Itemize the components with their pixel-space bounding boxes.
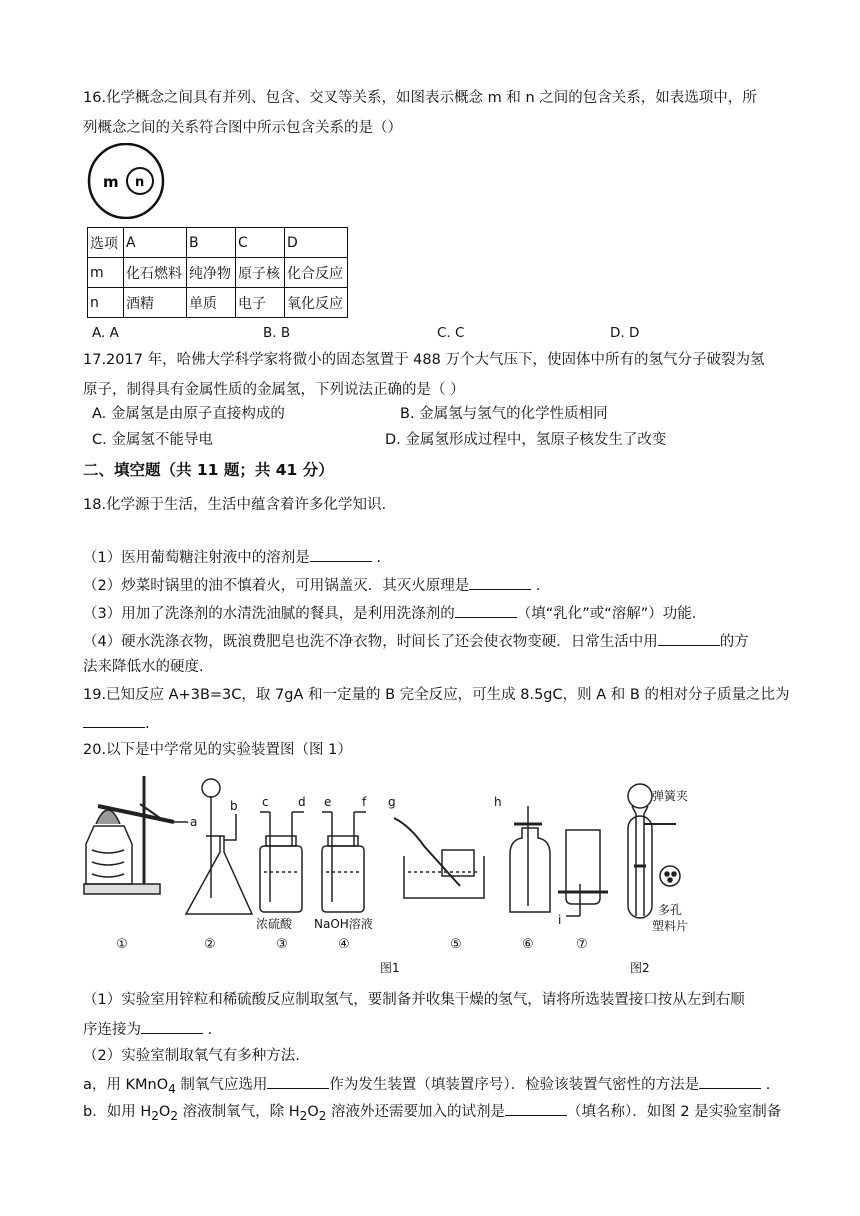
q18-part3-text: （3）用加了洗涤剂的水清洗油腻的餐具，是利用洗涤剂的: [83, 606, 455, 622]
options-table: [87, 227, 348, 318]
table-cell: D: [285, 228, 348, 258]
q20-b-text5: 溶液外还需要加入的试剂是: [326, 1104, 506, 1120]
table-cell: 选项: [88, 228, 124, 258]
port-label: c: [262, 795, 269, 809]
port-label: d: [298, 795, 306, 809]
table-cell: 酒精: [124, 288, 187, 318]
q18-part1: [83, 546, 381, 568]
label-naoh-solution: NaOH溶液: [314, 917, 373, 931]
q18-part4-cont: 法来降低水的硬度.: [83, 659, 204, 675]
figure-caption-1: 图1: [380, 961, 400, 975]
apparatus-number: ④: [338, 937, 350, 952]
label-spring-clip: 弹簧夹: [652, 789, 689, 803]
apparatus-number: ③: [276, 937, 288, 952]
q17-line1: 17.2017 年，哈佛大学科学家将微小的固态氢置于 488 万个大气压下，使固体中所有的氢气分子破裂为氢: [83, 352, 765, 368]
q16-choice-a[interactable]: A. A: [92, 325, 119, 341]
subscript: 2: [299, 1108, 308, 1123]
q18-part3: [83, 602, 696, 624]
q20-b-text4: O: [307, 1104, 319, 1120]
q16-line1: 16.化学概念之间具有并列、包含、交叉等关系，如图表示概念 m 和 n 之间的包含关系，如表选项中，所: [83, 90, 757, 106]
q19-end: .: [145, 716, 150, 732]
subscript: 2: [318, 1108, 327, 1123]
apparatus-number: ②: [204, 937, 216, 952]
table-cell: m: [88, 258, 124, 288]
table-cell: 原子核: [236, 258, 285, 288]
q18-part1-end: .: [371, 550, 381, 566]
q20-part-b: [83, 1100, 781, 1126]
q18-part2-end: .: [531, 578, 541, 594]
section-title: 二、填空题（共 11 题；共 41 分）: [83, 461, 334, 479]
label-porous: 多孔: [658, 903, 683, 917]
venn-n-label: n: [135, 175, 145, 190]
table-cell: C: [236, 228, 285, 258]
port-label: g: [388, 795, 396, 809]
q20-part-a: [83, 1073, 770, 1099]
port-label: b: [230, 799, 238, 813]
port-label: i: [558, 913, 562, 927]
table-cell: 单质: [187, 288, 236, 318]
table-cell: B: [187, 228, 236, 258]
apparatus-number: ⑥: [522, 937, 534, 952]
q20-a-text2: 制氧气应选用: [175, 1077, 268, 1093]
table-row: [88, 288, 348, 318]
apparatus-number: ①: [116, 937, 128, 952]
q18-part1-text: （1）医用葡萄糖注射液中的溶剂是: [83, 550, 310, 566]
table-cell: 氧化反应: [285, 288, 348, 318]
q20-part1: （1）实验室用锌粒和稀硫酸反应制取氢气，要制备并收集干燥的氢气，请将所选装置接口按从左到右顺: [83, 992, 745, 1008]
q19-line1: 19.已知反应 A+3B=3C，取 7gA 和一定量的 B 完全反应，可生成 8.5gC，则 A 和 B 的相对分子质量之比为: [83, 687, 790, 703]
q20-part1-end: .: [203, 1022, 213, 1038]
q17-choice-b[interactable]: B. 金属氢与氢气的化学性质相同: [400, 406, 608, 422]
table-cell: 化合反应: [285, 258, 348, 288]
table-cell: 纯净物: [187, 258, 236, 288]
q20-a-text1: a，用 KMnO: [83, 1077, 169, 1093]
q20-part1-cont: [83, 1018, 212, 1040]
table-cell: A: [124, 228, 187, 258]
venn-diagram: [84, 143, 168, 219]
apparatus-figure: [80, 766, 720, 978]
label-plastic-sheet: 塑料片: [652, 919, 689, 933]
subscript: 2: [151, 1108, 159, 1123]
q20-intro: 20.以下是中学常见的实验装置图（图 1）: [83, 742, 352, 758]
table-row: [88, 228, 348, 258]
label-conc-sulfuric-acid: 浓硫酸: [256, 917, 293, 931]
answer-blank[interactable]: [83, 712, 145, 728]
port-label: a: [190, 815, 198, 829]
apparatus-number: ⑦: [576, 937, 588, 952]
q20-b-text2: O: [158, 1104, 171, 1120]
q18-part4-end: 的方: [719, 634, 749, 650]
q18-part3-end: （填“乳化”或“溶解”）功能.: [516, 606, 697, 622]
apparatus-number: ⑤: [450, 937, 462, 952]
q17-choice-d[interactable]: D. 金属氢形成过程中，氢原子核发生了改变: [385, 432, 667, 448]
figure-caption-2: 图2: [630, 961, 650, 975]
answer-blank[interactable]: [267, 1073, 329, 1089]
q16-line2: 列概念之间的关系符合图中所示包含关系的是（）: [83, 120, 402, 136]
answer-blank[interactable]: [141, 1018, 203, 1034]
port-label: e: [324, 795, 332, 809]
q20-part1-text: 序连接为: [83, 1022, 141, 1038]
q20-b-text6: （填名称）．如图 2 是实验室制备: [567, 1104, 782, 1120]
q17-line2: 原子，制得具有金属性质的金属氢，下列说法正确的是（ ）: [83, 382, 465, 398]
q17-choice-c[interactable]: C. 金属氢不能导电: [92, 432, 213, 448]
subscript: 2: [170, 1108, 179, 1123]
q18-part2-text: （2）炒菜时锅里的油不慎着火，可用锅盖灭．其灭火原理是: [83, 578, 470, 594]
subscript: 4: [168, 1081, 176, 1096]
q20-b-text1: b．如用 H: [83, 1104, 152, 1120]
venn-m-label: m: [103, 173, 119, 191]
answer-blank[interactable]: [469, 574, 531, 590]
q19-line2: [83, 712, 150, 734]
q18-intro: 18.化学源于生活，生活中蕴含着许多化学知识.: [83, 497, 387, 513]
q16-choice-d[interactable]: D. D: [610, 325, 640, 341]
answer-blank[interactable]: [455, 602, 517, 618]
q20-part2: （2）实验室制取氧气有多种方法.: [83, 1048, 300, 1064]
q16-choice-c[interactable]: C. C: [437, 325, 465, 341]
port-label: h: [494, 795, 502, 809]
port-label: f: [362, 795, 367, 809]
answer-blank[interactable]: [658, 630, 720, 646]
table-row: [88, 258, 348, 288]
q20-a-end: .: [761, 1077, 771, 1093]
q17-choice-a[interactable]: A. 金属氢是由原子直接构成的: [92, 406, 285, 422]
table-cell: n: [88, 288, 124, 318]
q18-part4: [83, 630, 749, 652]
answer-blank[interactable]: [699, 1073, 761, 1089]
table-cell: 电子: [236, 288, 285, 318]
answer-blank[interactable]: [505, 1100, 567, 1116]
answer-blank[interactable]: [310, 546, 372, 562]
table-cell: 化石燃料: [124, 258, 187, 288]
q20-b-text3: 溶液制氧气，除 H: [178, 1104, 300, 1120]
q20-a-text3: 作为发生装置（填装置序号）．检验该装置气密性的方法是: [329, 1077, 700, 1093]
q16-choice-b[interactable]: B. B: [263, 325, 291, 341]
q18-part4-text: （4）硬水洗涤衣物，既浪费肥皂也洗不净衣物，时间长了还会使衣物变硬．日常生活中用: [83, 634, 658, 650]
q18-part2: [83, 574, 540, 596]
port-labels: [190, 795, 561, 927]
